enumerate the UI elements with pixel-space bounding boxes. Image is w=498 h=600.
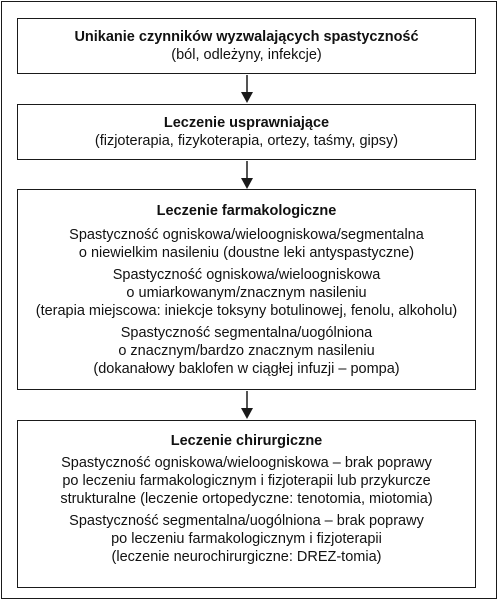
option-line: po leczeniu farmakologicznym i fizjoterapii [111, 531, 382, 547]
pharmacological-option-2 [18, 266, 475, 320]
box-avoid-triggers-title: Unikanie czynników wyzwalających spastyczność [74, 29, 419, 45]
flow-arrow-2 [240, 161, 254, 189]
box-rehabilitation-title: Leczenie usprawniające [163, 115, 330, 131]
option-line: Spastyczność segmentalna/uogólniona [120, 325, 373, 341]
option-line: Spastyczność ogniskowa/wieloogniskowa [112, 267, 381, 283]
box-rehabilitation-detail: (fizjoterapia, fizykoterapia, ortezy, taśmy, gipsy) [94, 133, 399, 149]
option-line: o niewielkim nasileniu (doustne leki antyspastyczne) [78, 245, 415, 261]
option-line: (leczenie neurochirurgiczne: DREZ-tomia) [111, 549, 382, 565]
box-avoid-triggers-detail: (ból, odleżyny, infekcje) [171, 47, 322, 63]
box-surgical-title: Leczenie chirurgiczne [170, 433, 323, 449]
option-line: (dokanałowy baklofen w ciągłej infuzji – pompa) [93, 361, 400, 377]
box-pharmacological-title: Leczenie farmakologiczne [156, 203, 337, 219]
surgical-option-1 [18, 454, 475, 508]
pharmacological-option-1 [18, 226, 475, 262]
option-line: po leczeniu farmakologicznym i fizjoterapii lub przykurcze [62, 473, 431, 489]
box-rehabilitation [17, 104, 476, 160]
option-line: strukturalne (leczenie ortopedyczne: tenotomia, miotomia) [60, 491, 433, 507]
pharmacological-option-3 [18, 324, 475, 378]
option-line: Spastyczność ogniskowa/wieloogniskowa/segmentalna [69, 227, 424, 243]
flow-arrow-3 [240, 391, 254, 419]
box-avoid-triggers [17, 18, 476, 74]
option-line: Spastyczność ogniskowa/wieloogniskowa – brak poprawy [61, 455, 432, 471]
flow-arrow-1 [240, 75, 254, 103]
box-surgical [17, 420, 476, 588]
option-line: (terapia miejscowa: iniekcje toksyny botulinowej, fenolu, alkoholu) [35, 303, 458, 319]
box-pharmacological [17, 189, 476, 390]
option-line: o umiarkowanym/znacznym nasileniu [126, 285, 367, 301]
option-line: o znacznym/bardzo znacznym nasileniu [118, 343, 375, 359]
option-line: Spastyczność segmentalna/uogólniona – brak poprawy [69, 513, 424, 529]
surgical-option-2 [18, 512, 475, 566]
